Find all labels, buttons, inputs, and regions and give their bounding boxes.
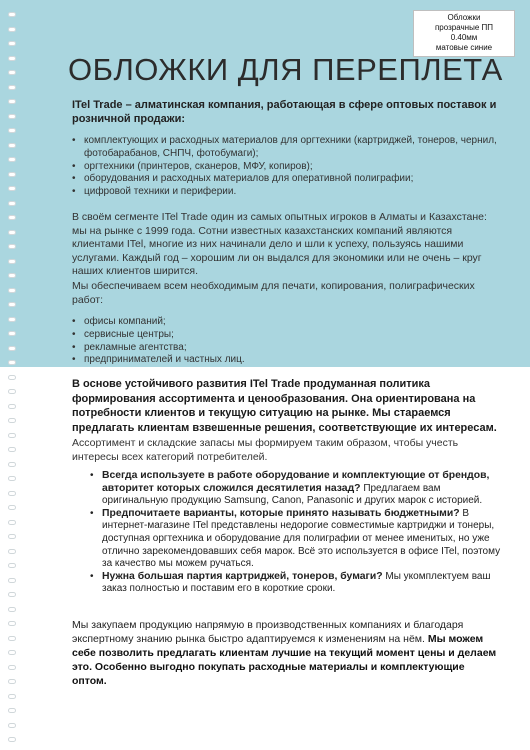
binding-hole xyxy=(8,273,16,278)
faq-section xyxy=(90,470,502,596)
about-paragraph: В своём сегменте ITel Trade один из самых опытных игроков в Алматы и Казахстане: мы на рынке с 1999 года. Сотни известных казахстанских компаний являются клиентами ITel, многие из них начинали дело и шли к успеху, пользуясь нашими услугами. Каждый год – хорошим ли он выдался для экономики или не очень – круг наших клиентов ширится. xyxy=(72,211,487,277)
closing-bold-text: Мы можем себе позволить предлагать клиентам лучшие на текущий момент цены и делаем это. Особенно выгодно покупать расходные материалы и комплектующие оптом. xyxy=(72,633,497,687)
faq-list xyxy=(90,470,502,596)
binding-hole xyxy=(8,215,16,220)
binding-hole xyxy=(8,447,16,452)
binding-hole xyxy=(8,433,16,438)
binding-hole xyxy=(8,650,16,655)
binding-hole xyxy=(8,201,16,206)
intro-section xyxy=(72,98,500,199)
faq-question: Предпочитаете варианты, которые принято называть бюджетными? xyxy=(102,507,460,519)
binding-hole xyxy=(8,418,16,423)
policy-section xyxy=(72,377,500,435)
binding-hole xyxy=(8,737,16,742)
provide-list xyxy=(72,316,500,367)
binding-hole xyxy=(8,621,16,626)
closing-paragraph xyxy=(72,618,500,688)
binding-hole xyxy=(8,302,16,307)
binding-hole xyxy=(8,491,16,496)
binding-hole xyxy=(8,317,16,322)
provide-lead: Мы обеспечиваем всем необходимым для печати, копирования, полиграфических работ: xyxy=(72,280,475,306)
label-line-2: прозрачные ПП xyxy=(434,23,494,32)
binding-hole xyxy=(8,230,16,235)
binding-hole xyxy=(8,128,16,133)
binding-hole xyxy=(8,534,16,539)
list-item: • офисы компаний; xyxy=(72,316,500,329)
label-line-4: матовые синие xyxy=(435,43,493,52)
faq-item xyxy=(90,508,502,571)
binding-hole xyxy=(8,99,16,104)
binding-hole xyxy=(8,404,16,409)
list-item: • предпринимателей и частных лиц. xyxy=(72,354,500,367)
binding-hole xyxy=(8,85,16,90)
list-item: • рекламные агентства; xyxy=(72,342,500,355)
intro-list xyxy=(72,135,500,199)
closing-normal-text: Мы закупаем продукцию напрямую в производственных компаниях и благодаря экспертному знанию рынка быстро адаптируемся к изменениям на нём. xyxy=(72,619,464,645)
list-item: • оргтехники (принтеров, сканеров, МФУ, копиров); xyxy=(72,161,500,174)
binding-hole xyxy=(8,12,16,17)
binding-hole xyxy=(8,665,16,670)
provide-section xyxy=(72,280,500,367)
binding-hole xyxy=(8,679,16,684)
binding-hole xyxy=(8,520,16,525)
binding-hole xyxy=(8,70,16,75)
policy-paragraph: В основе устойчивого развития ITel Trade продуманная политика формирования ассортимента и ценообразования. Она ориентирована на потребности клиентов и текущую ситуацию на рынке. Мы стараемся предлагать клиентам взвешенные решения, соответствующие их интересам. xyxy=(72,378,497,434)
list-item: • комплектующих и расходных материалов для оргтехники (картриджей, тонеров, чернил, фотобарабанов, СНПЧ, фотобумаги); xyxy=(72,135,500,161)
binding-hole xyxy=(8,694,16,699)
binding-hole xyxy=(8,288,16,293)
binding-hole xyxy=(8,549,16,554)
binding-hole xyxy=(8,172,16,177)
faq-answer: Мы укомплектуем ваш заказ полностью и поставим его в короткие сроки. xyxy=(102,570,491,595)
about-section xyxy=(72,211,500,279)
binding-hole xyxy=(8,259,16,264)
binding-hole xyxy=(8,143,16,148)
list-item: • цифровой техники и периферии. xyxy=(72,186,500,199)
binding-hole xyxy=(8,723,16,728)
faq-question: Нужна большая партия картриджей, тонеров, бумаги? xyxy=(102,570,383,582)
label-line-3: 0.40мм xyxy=(450,33,478,42)
label-line-1: Обложки xyxy=(447,13,481,22)
binding-hole xyxy=(8,244,16,249)
faq-item xyxy=(90,470,502,508)
binding-hole xyxy=(8,505,16,510)
binding-hole xyxy=(8,360,16,365)
binding-hole xyxy=(8,331,16,336)
binding-hole xyxy=(8,56,16,61)
faq-answer: Предлагаем вам оригинальную продукцию Samsung, Canon, Panasonic и других марок с историей. xyxy=(102,482,483,507)
list-item: • сервисные центры; xyxy=(72,329,500,342)
binding-hole xyxy=(8,375,16,380)
binding-hole xyxy=(8,462,16,467)
assortment-paragraph: Ассортимент и складские запасы мы формируем таким образом, чтобы учесть интересы всех категорий потребителей. xyxy=(72,437,459,463)
closing-section xyxy=(72,618,500,688)
binding-hole xyxy=(8,607,16,612)
binding-hole xyxy=(8,578,16,583)
binding-hole xyxy=(8,346,16,351)
page-title: ОБЛОЖКИ ДЛЯ ПЕРЕПЛЕТА xyxy=(68,52,503,87)
binding-hole xyxy=(8,157,16,162)
faq-answer: В интернет-магазине ITel представлены недорогие совместимые картриджи и тонеры, доступная оргтехника и оборудование для полиграфии от менее именитых, но уже отлично зарекомендовавших себя марок. Всё это используется в офисе ITel, поэтому за качество мы можем ручаться. xyxy=(102,507,501,570)
faq-question: Всегда используете в работе оборудование и комплектующие от брендов, авторитет которых сложился десятилетия назад? xyxy=(102,470,490,494)
faq-item xyxy=(90,571,502,596)
binding-hole xyxy=(8,563,16,568)
binding-holes xyxy=(8,0,22,750)
binding-hole xyxy=(8,389,16,394)
binding-hole xyxy=(8,41,16,46)
product-label xyxy=(413,10,515,57)
binding-hole xyxy=(8,592,16,597)
binding-hole xyxy=(8,186,16,191)
intro-lead: ITel Trade – алматинская компания, работающая в сфере оптовых поставок и розничной продажи: xyxy=(72,99,497,125)
binding-hole xyxy=(8,114,16,119)
binding-hole xyxy=(8,27,16,32)
binding-hole xyxy=(8,636,16,641)
binding-hole xyxy=(8,708,16,713)
list-item: • оборудования и расходных материалов для оперативной полиграфии; xyxy=(72,173,500,186)
binding-hole xyxy=(8,476,16,481)
assortment-section xyxy=(72,437,500,464)
